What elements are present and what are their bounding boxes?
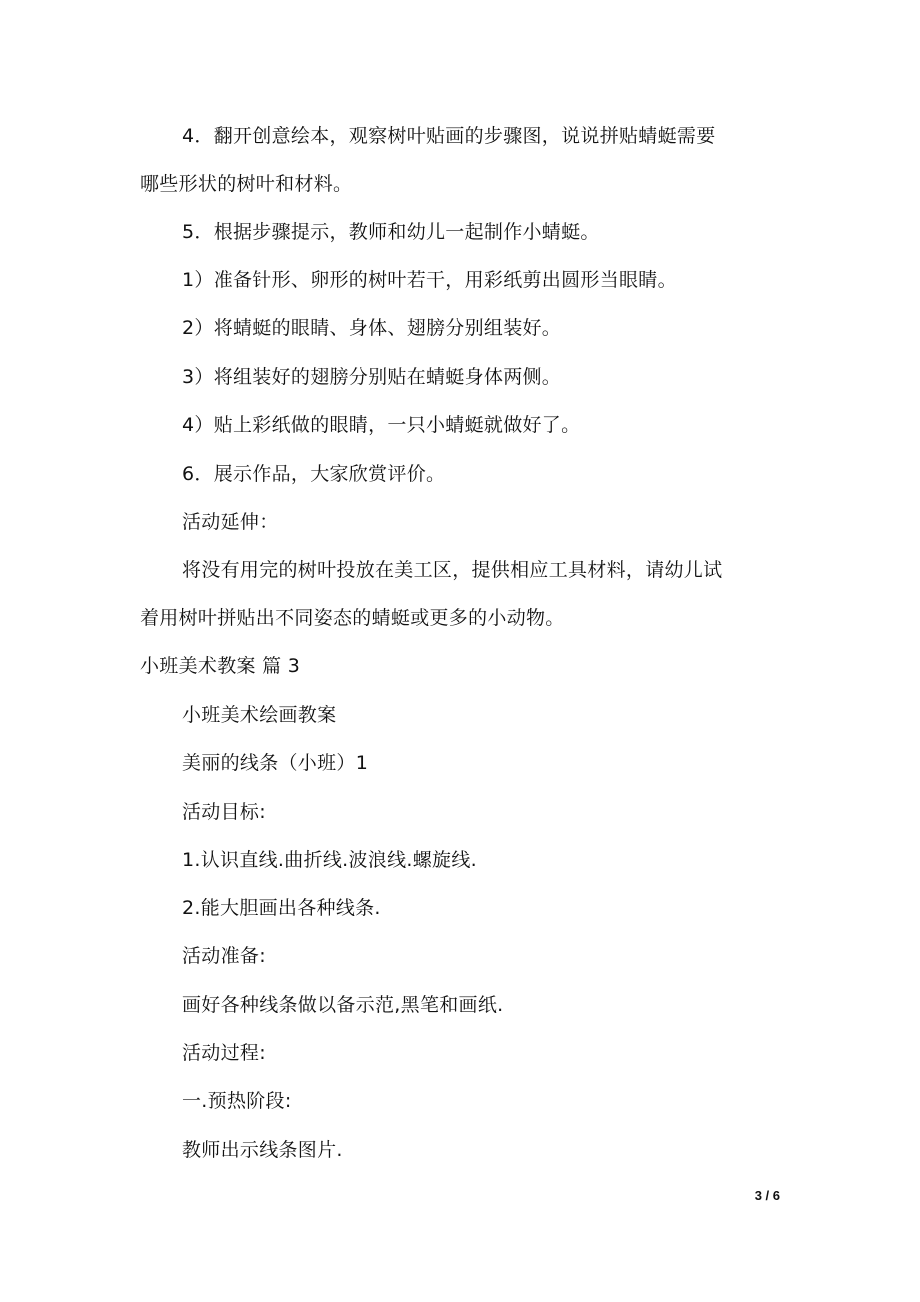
paragraph-step-4: 4．翻开创意绘本，观察树叶贴画的步骤图，说说拼贴蜻蜓需要	[182, 125, 716, 147]
page-number: 3 / 6	[754, 1188, 780, 1203]
goal-2: 2.能大胆画出各种线条.	[182, 897, 381, 919]
preparation-text: 画好各种线条做以备示范,黑笔和画纸.	[182, 994, 504, 1016]
substep-4: 4）贴上彩纸做的眼睛，一只小蜻蜓就做好了。	[182, 414, 581, 436]
section-heading-extension: 活动延伸：	[182, 511, 279, 533]
paragraph-extension: 将没有用完的树叶投放在美工区，提供相应工具材料，请幼儿试	[182, 559, 723, 581]
process-stage-1: 一.预热阶段:	[182, 1090, 292, 1112]
paragraph-extension-continued: 着用树叶拼贴出不同姿态的蜻蜓或更多的小动物。	[140, 607, 565, 629]
paragraph-step-6: 6．展示作品，大家欣赏评价。	[182, 463, 446, 485]
heading-goals: 活动目标:	[182, 801, 266, 823]
lesson-subtitle: 美丽的线条（小班）1	[182, 752, 369, 774]
paragraph-step-4-continued: 哪些形状的树叶和材料。	[140, 173, 353, 195]
goal-1: 1.认识直线.曲折线.波浪线.螺旋线.	[182, 849, 477, 871]
paragraph-step-5: 5．根据步骤提示，教师和幼儿一起制作小蜻蜓。	[182, 221, 600, 243]
heading-preparation: 活动准备:	[182, 945, 266, 967]
substep-3: 3）将组装好的翅膀分别贴在蜻蜓身体两侧。	[182, 366, 562, 388]
substep-1: 1）准备针形、卵形的树叶若干，用彩纸剪出圆形当眼睛。	[182, 269, 677, 291]
heading-process: 活动过程:	[182, 1042, 266, 1064]
process-stage-1-text: 教师出示线条图片.	[182, 1139, 343, 1161]
section-title: 小班美术教案 篇 3	[140, 655, 301, 677]
substep-2: 2）将蜻蜓的眼睛、身体、翅膀分别组装好。	[182, 317, 562, 339]
lesson-title: 小班美术绘画教案	[182, 704, 337, 726]
